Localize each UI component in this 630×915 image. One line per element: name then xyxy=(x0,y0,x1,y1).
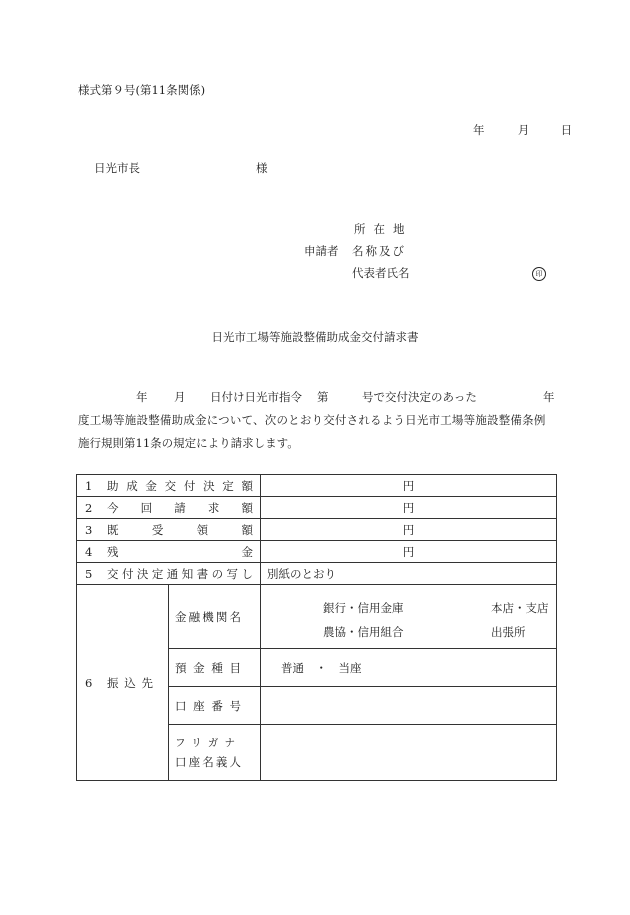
row-label: 残金 xyxy=(107,544,253,559)
body-year: 年 xyxy=(136,390,148,404)
row-label-cell xyxy=(77,519,261,541)
body-nendo: 年 xyxy=(543,390,555,404)
bank-label: 金融機関名 xyxy=(175,609,241,624)
date-line xyxy=(473,125,572,137)
body-go: 号で交付決定のあった xyxy=(362,390,477,404)
branch-option-2: 出張所 xyxy=(491,625,526,639)
deposit-label: 預金種目 xyxy=(175,660,241,675)
form-number: 様式第９号(第11条関係) xyxy=(78,83,206,97)
table-row xyxy=(77,585,557,649)
amount-field[interactable]: 円 xyxy=(261,497,557,519)
amount-field[interactable]: 円 xyxy=(261,475,557,497)
account-label-cell xyxy=(169,687,261,725)
holder-label-cell xyxy=(169,725,261,781)
table-row xyxy=(77,475,557,497)
row-label-cell xyxy=(77,541,261,563)
applicant-rep-label: 代表者氏名 xyxy=(352,266,410,280)
amount-field[interactable]: 円 xyxy=(261,519,557,541)
bank-type-option-1: 銀行・信用金庫 xyxy=(323,601,404,615)
row-number: 6 xyxy=(85,675,93,690)
row-number: 2 xyxy=(85,500,93,515)
applicant-label: 申請者 xyxy=(304,244,339,258)
request-table xyxy=(76,474,557,781)
deposit-label-cell xyxy=(169,649,261,687)
notice-copy-field[interactable]: 別紙のとおり xyxy=(261,563,557,585)
seal-mark: 印 xyxy=(532,267,546,281)
row-number: 3 xyxy=(85,522,93,537)
bank-type-option-2: 農協・信用組合 xyxy=(323,625,404,639)
date-day: 日 xyxy=(560,123,573,137)
date-year: 年 xyxy=(473,123,485,137)
amount-field[interactable]: 円 xyxy=(261,541,557,563)
account-holder-field[interactable] xyxy=(261,725,557,781)
body-date-ref: 日付け日光市指令 xyxy=(210,390,302,404)
row-label-cell xyxy=(77,563,261,585)
table-row xyxy=(77,497,557,519)
applicant-address-label: 所在地 xyxy=(354,222,413,236)
deposit-type-field[interactable]: 普通 ・ 当座 xyxy=(261,649,557,687)
table-row xyxy=(77,541,557,563)
applicant-name-label: 名称及び xyxy=(352,244,406,258)
row-number: 4 xyxy=(85,544,93,559)
addressee: 日光市長 xyxy=(94,161,140,175)
furigana-label: フリガナ xyxy=(175,737,235,749)
transfer-label-cell xyxy=(77,585,169,781)
body-month: 月 xyxy=(174,390,186,404)
account-number-field[interactable] xyxy=(261,687,557,725)
row-number: 5 xyxy=(85,566,93,581)
row-label-cell xyxy=(77,497,261,519)
transfer-label: 振込先 xyxy=(107,675,153,690)
branch-option-1: 本店・支店 xyxy=(491,601,549,615)
row-label: 今回請求額 xyxy=(107,500,253,515)
body-dai: 第 xyxy=(317,390,329,404)
row-label: 交付決定通知書の写し xyxy=(107,566,253,581)
date-month: 月 xyxy=(517,123,530,137)
table-row xyxy=(77,519,557,541)
body-line-2: 度工場等施設整備助成金について、次のとおり交付されるよう日光市工場等施設整備条例 xyxy=(78,413,546,427)
account-number-label: 口座番号 xyxy=(175,698,241,713)
row-label: 既受領額 xyxy=(107,522,253,537)
addressee-suffix: 様 xyxy=(256,161,268,175)
account-holder-label: 口座名義人 xyxy=(175,755,241,769)
table-row xyxy=(77,563,557,585)
row-label: 助成金交付決定額 xyxy=(107,478,253,493)
row-label-cell xyxy=(77,475,261,497)
row-number: 1 xyxy=(85,478,93,493)
body-line-3: 施行規則第11条の規定により請求します。 xyxy=(78,436,299,450)
bank-label-cell xyxy=(169,585,261,649)
bank-field[interactable] xyxy=(261,585,557,649)
document-title: 日光市工場等施設整備助成金交付請求書 xyxy=(211,330,419,344)
